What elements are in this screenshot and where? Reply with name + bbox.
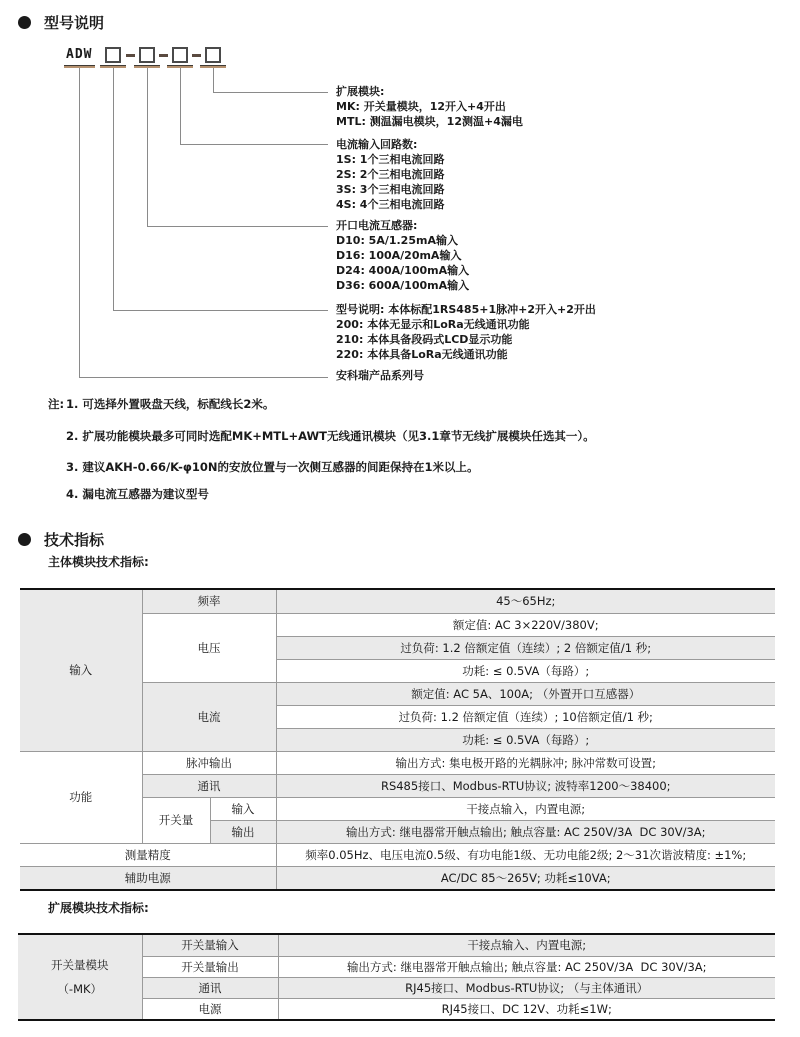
cell-current-overload-value: 过负荷: 1.2 倍额定值（连续）; 10倍额定值/1 秒; <box>276 705 775 728</box>
ext-spec-table <box>18 933 775 1021</box>
model-prefix: ADW <box>66 47 93 62</box>
branch-line: 4S: 4个三相电流回路 <box>336 198 445 211</box>
branch-line: D36: 600A/100mA输入 <box>336 279 470 292</box>
section-model-title: 型号说明 <box>44 14 105 32</box>
branch-line: 220: 本体具备LoRa无线通讯功能 <box>336 348 508 361</box>
section-model-header <box>18 12 104 33</box>
cell-voltage-overload-value: 过负荷: 1.2 倍额定值（连续）; 2 倍额定值/1 秒; <box>276 636 775 659</box>
cell-group-input: 输入 <box>20 590 142 751</box>
section-specs-header <box>18 529 104 550</box>
cell-pulse-output-value: 输出方式: 集电极开路的光耦脉冲; 脉冲常数可设置; <box>276 751 775 774</box>
cell-di-value: 干接点输入、内置电源; <box>278 935 775 956</box>
dash-separator <box>159 54 168 57</box>
note-item-1: 1. 可选择外置吸盘天线，标配线长2米。 <box>66 397 275 411</box>
connector-line <box>147 226 328 227</box>
branch-current-input-loops <box>336 137 444 212</box>
branch-line: MK: 开关量模块，12开入+4开出 <box>336 100 506 113</box>
cell-do-value: 输出方式: 继电器常开触点输出; 触点容量: AC 250V/3A DC 30V/3A; <box>278 956 775 977</box>
main-spec-table <box>20 588 775 891</box>
dash-separator <box>126 54 135 57</box>
branch-expansion-module <box>336 84 523 129</box>
branch-line: D24: 400A/100mA输入 <box>336 264 470 277</box>
connector-line <box>147 68 148 226</box>
connector-line <box>213 68 214 92</box>
cell-current-label: 电流 <box>142 682 276 751</box>
branch-line: 210: 本体具备段码式LCD显示功能 <box>336 333 513 346</box>
cell-comm-label: 通讯 <box>142 977 278 998</box>
branch-line: 扩展模块: <box>336 85 385 98</box>
cell-digital-in-value: 干接点输入，内置电源; <box>276 797 775 820</box>
connector-line <box>180 68 181 144</box>
cell-power-label: 电源 <box>142 998 278 1019</box>
cell-comm-value: RJ45接口、Modbus-RTU协议; （与主体通讯） <box>278 977 775 998</box>
branch-line: 200: 本体无显示和LoRa无线通讯功能 <box>336 318 530 331</box>
cell-digital-out-value: 输出方式: 继电器常开触点输出; 触点容量: AC 250V/3A DC 30V/3A; <box>276 820 775 843</box>
branch-line: D16: 100A/20mA输入 <box>336 249 462 262</box>
cell-power-value: RJ45接口、DC 12V、功耗≤1W; <box>278 998 775 1019</box>
branch-line: MTL: 测温漏电模块，12测温+4漏电 <box>336 115 523 128</box>
connector-line <box>213 92 328 93</box>
cell-accuracy-value: 频率0.05Hz、电压电流0.5级、有功电能1级、无功电能2级; 2～31次谐波精度: ±1%; <box>276 843 775 866</box>
cell-current-rated-value: 额定值: AC 5A、100A; （外置开口互感器） <box>276 682 775 705</box>
cell-module-name <box>18 935 142 1019</box>
connector-line <box>79 68 80 377</box>
note-item-4: 4. 漏电流互感器为建议型号 <box>66 487 209 501</box>
cell-voltage-rated-value: 额定值: AC 3×220V/380V; <box>276 613 775 636</box>
notes-label: 注: <box>48 397 65 411</box>
branch-line: D10: 5A/1.25mA输入 <box>336 234 458 247</box>
cell-pulse-output-label: 脉冲输出 <box>142 751 276 774</box>
cell-current-power-value: 功耗: ≤ 0.5VA（每路）; <box>276 728 775 751</box>
main-table-caption: 主体模块技术指标: <box>48 555 149 569</box>
section-specs-title: 技术指标 <box>44 531 105 549</box>
branch-line: 3S: 3个三相电流回路 <box>336 183 445 196</box>
cell-digital-label: 开关量 <box>142 797 210 843</box>
branch-line: 开口电流互感器: <box>336 219 418 232</box>
cell-frequency-value: 45～65Hz; <box>276 590 775 613</box>
cell-frequency-label: 频率 <box>142 590 276 613</box>
branch-line: 1S: 1个三相电流回路 <box>336 153 445 166</box>
cell-aux-power-label: 辅助电源 <box>20 866 276 889</box>
branch-split-core-ct <box>336 218 469 293</box>
model-code-box-3 <box>172 47 188 63</box>
model-code-box-4 <box>205 47 221 63</box>
cell-do-label: 开关量输出 <box>142 956 278 977</box>
module-name-line: 开关量模块 <box>51 958 109 972</box>
connector-line <box>113 310 328 311</box>
cell-voltage-power-value: 功耗: ≤ 0.5VA（每路）; <box>276 659 775 682</box>
cell-group-function: 功能 <box>20 751 142 843</box>
branch-line: 安科瑞产品系列号 <box>336 369 424 382</box>
cell-digital-in-label: 输入 <box>210 797 276 820</box>
model-code-box-2 <box>139 47 155 63</box>
branch-series-name <box>336 368 424 383</box>
connector-line <box>113 68 114 310</box>
note-item-2: 2. 扩展功能模块最多可同时选配MK+MTL+AWT无线通讯模块（见3.1章节无线扩展模块任选其一）。 <box>66 429 595 443</box>
dash-separator <box>192 54 201 57</box>
cell-communication-label: 通讯 <box>142 774 276 797</box>
ext-table-caption: 扩展模块技术指标: <box>48 901 149 915</box>
branch-model-description <box>336 302 596 362</box>
model-code-box-1 <box>105 47 121 63</box>
cell-aux-power-value: AC/DC 85～265V; 功耗≤10VA; <box>276 866 775 889</box>
cell-digital-out-label: 输出 <box>210 820 276 843</box>
module-suffix-line: （-MK） <box>57 982 103 996</box>
cell-accuracy-label: 测量精度 <box>20 843 276 866</box>
section-bullet-icon <box>18 16 31 29</box>
connector-line <box>79 377 328 378</box>
branch-line: 2S: 2个三相电流回路 <box>336 168 445 181</box>
connector-line <box>180 144 328 145</box>
note-item-3: 3. 建议AKH-0.66/K-φ10N的安放位置与一次侧互感器的间距保持在1米以上。 <box>66 460 479 474</box>
cell-voltage-label: 电压 <box>142 613 276 682</box>
section-bullet-icon <box>18 533 31 546</box>
branch-line: 电流输入回路数: <box>336 138 418 151</box>
branch-line: 型号说明: 本体标配1RS485+1脉冲+2开入+2开出 <box>336 303 596 316</box>
cell-communication-value: RS485接口、Modbus-RTU协议; 波特率1200～38400; <box>276 774 775 797</box>
cell-di-label: 开关量输入 <box>142 935 278 956</box>
